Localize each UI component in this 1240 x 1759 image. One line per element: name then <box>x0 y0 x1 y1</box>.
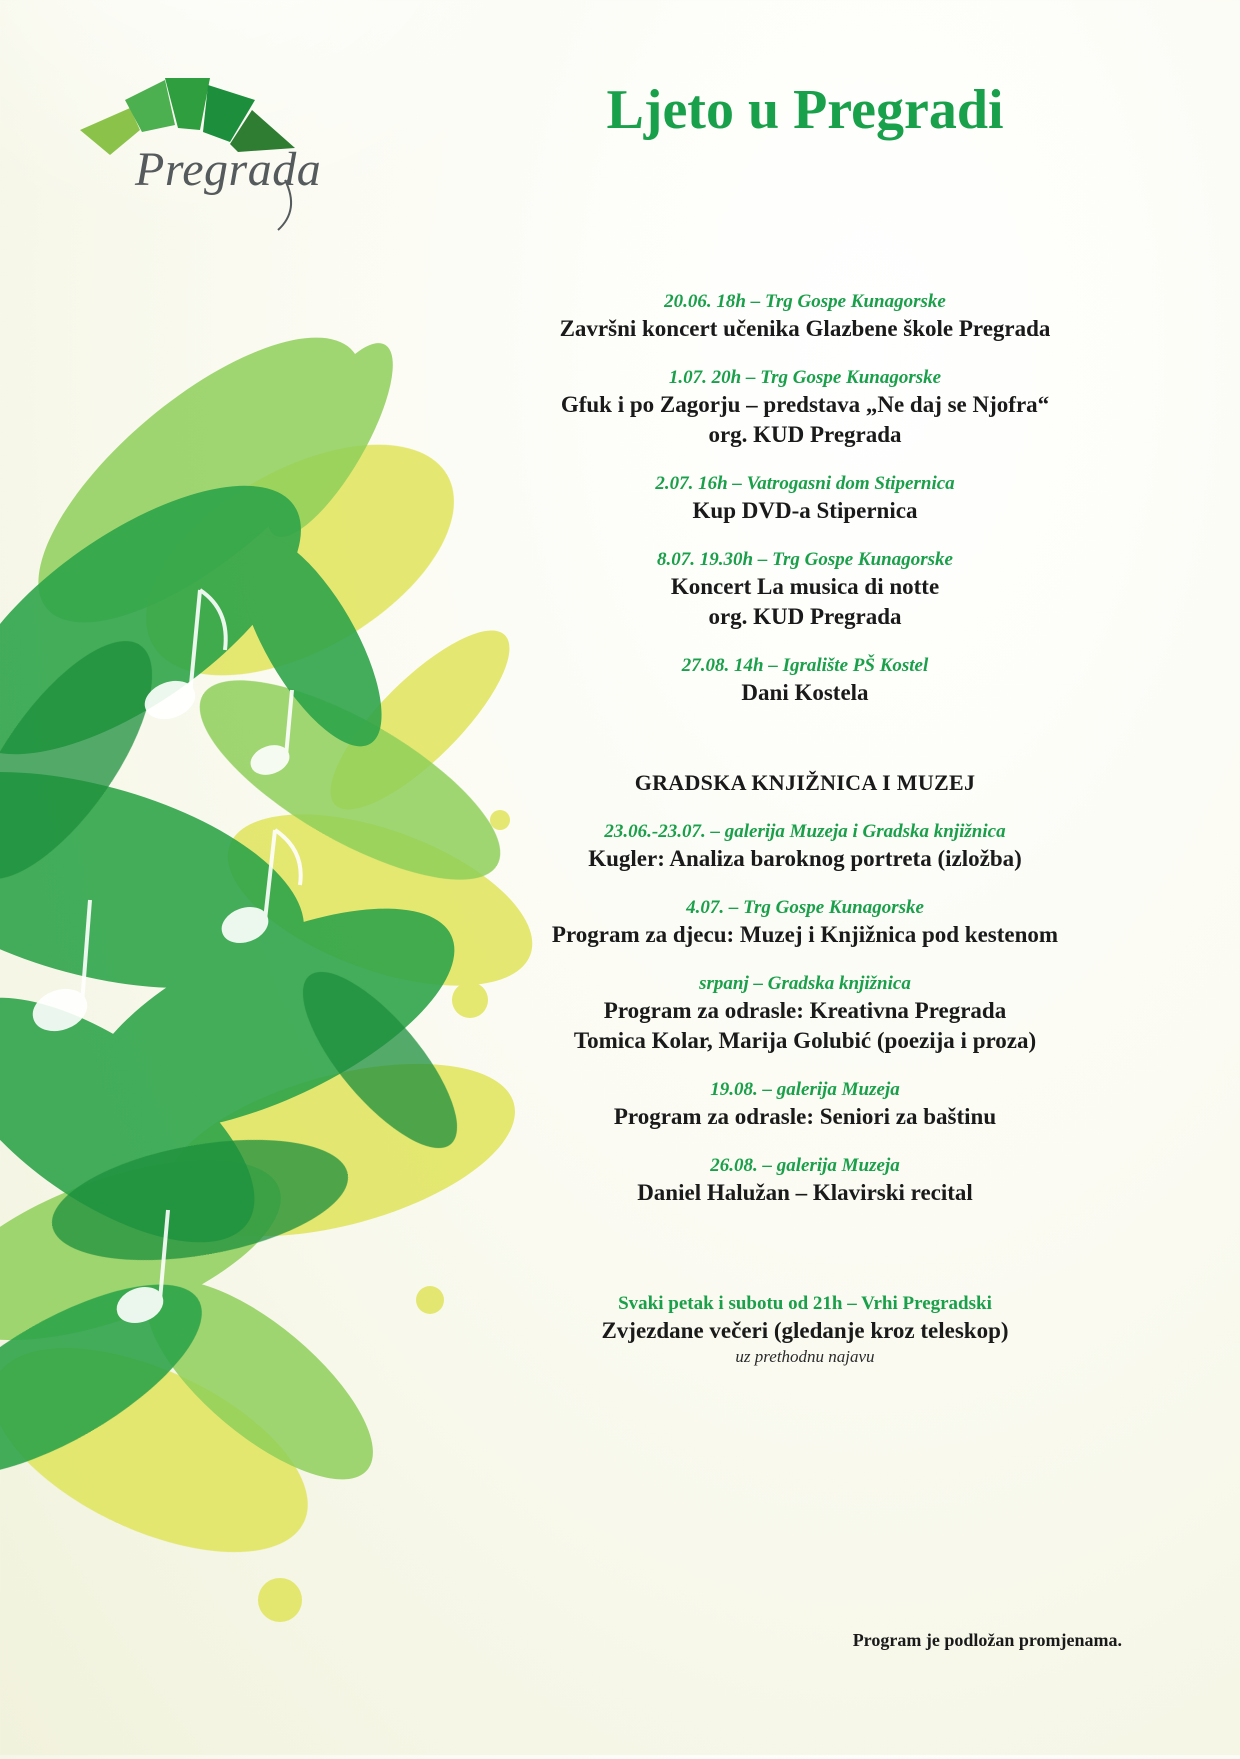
event-meta: 20.06. 18h – Trg Gospe Kunagorske <box>664 291 946 312</box>
event-title: Koncert La musica di notte <box>670 574 940 599</box>
event-item <box>480 1154 1130 1208</box>
weekly-meta: Svaki petak i subotu od 21h – Vrhi Pregradski <box>618 1293 992 1314</box>
event-title: Program za odrasle: Kreativna Pregrada <box>603 998 1007 1023</box>
event-title: Završni koncert učenika Glazbene škole Pregrada <box>559 316 1051 341</box>
pregrada-logo <box>70 70 330 240</box>
event-subtitle: Tomica Kolar, Marija Golubić (poezija i proza) <box>573 1028 1037 1053</box>
event-organizer: org. KUD Pregrada <box>708 422 902 447</box>
event-item <box>480 654 1130 708</box>
weekly-event <box>480 1292 1130 1368</box>
page-title: Ljeto u Pregradi <box>606 79 1004 141</box>
event-title: Kugler: Analiza baroknog portreta (izložba) <box>588 846 1022 871</box>
event-item <box>480 896 1130 950</box>
event-title: Kup DVD-a Stipernica <box>692 498 918 523</box>
event-item <box>480 972 1130 1056</box>
event-title: Gfuk i po Zagorju – predstava „Ne daj se Njofra“ <box>560 392 1050 417</box>
weekly-title: Zvjezdane večeri (gledanje kroz teleskop) <box>601 1318 1009 1343</box>
event-title: Program za odrasle: Seniori za baštinu <box>613 1104 997 1129</box>
event-item <box>480 548 1130 632</box>
section-heading-library: GRADSKA KNJIŽNICA I MUZEJ <box>634 770 976 795</box>
event-meta: 27.08. 14h – Igralište PŠ Kostel <box>681 655 929 676</box>
leaf-music-artwork <box>0 0 560 1755</box>
event-item <box>480 366 1130 450</box>
event-meta: 4.07. – Trg Gospe Kunagorske <box>686 897 924 918</box>
event-title: Dani Kostela <box>741 680 869 705</box>
event-title: Daniel Halužan – Klavirski recital <box>637 1180 973 1205</box>
event-item <box>480 472 1130 526</box>
program-list <box>480 290 1130 1390</box>
footer-note: Program je podložan promjenama. <box>852 1630 1122 1650</box>
event-organizer: org. KUD Pregrada <box>708 604 902 629</box>
event-meta: 1.07. 20h – Trg Gospe Kunagorske <box>668 367 942 388</box>
event-item <box>480 1078 1130 1132</box>
event-meta: srpanj – Gradska knjižnica <box>699 973 911 994</box>
event-meta: 8.07. 19.30h – Trg Gospe Kunagorske <box>657 549 953 570</box>
event-meta: 23.06.-23.07. – galerija Muzeja i Gradska knjižnica <box>604 821 1006 842</box>
event-meta: 26.08. – galerija Muzeja <box>710 1155 900 1176</box>
event-item <box>480 820 1130 874</box>
event-item <box>480 290 1130 344</box>
logo-wordmark: Pregrada <box>135 143 322 196</box>
event-title: Program za djecu: Muzej i Knjižnica pod kestenom <box>551 922 1059 947</box>
weekly-note: uz prethodnu najavu <box>735 1347 875 1366</box>
event-meta: 19.08. – galerija Muzeja <box>710 1079 900 1100</box>
event-meta: 2.07. 16h – Vatrogasni dom Stipernica <box>655 473 955 494</box>
